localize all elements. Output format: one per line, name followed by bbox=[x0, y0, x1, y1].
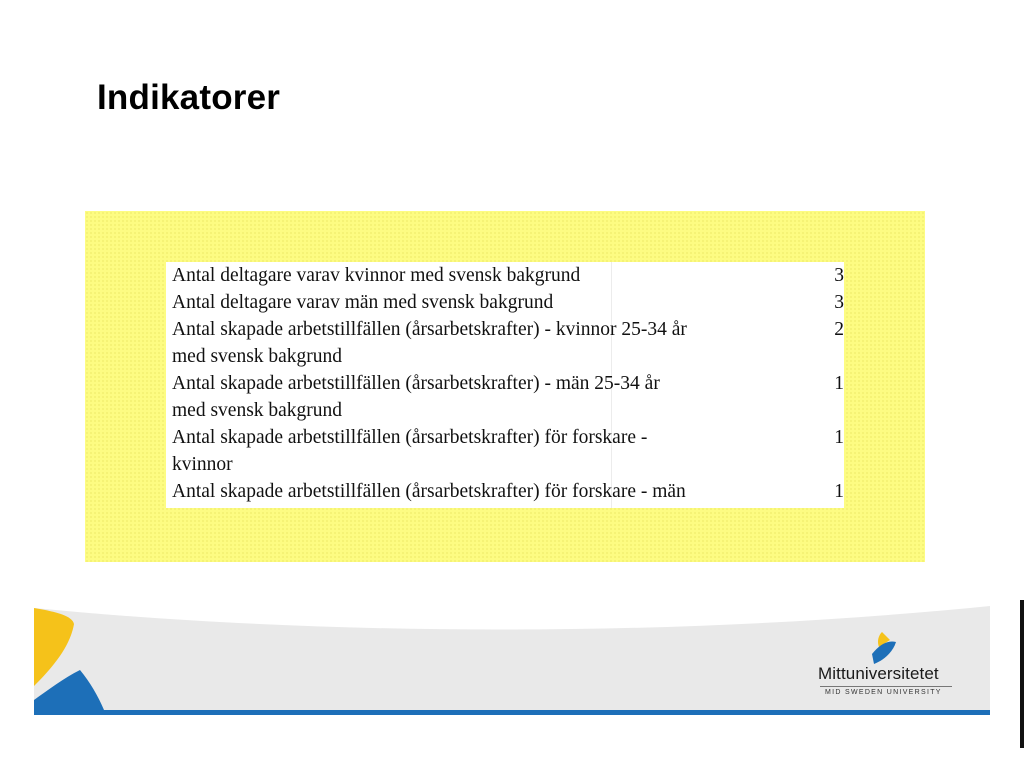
table-row bbox=[166, 316, 844, 370]
indicator-label-line: Antal skapade arbetstillfällen (årsarbetskrafter) för forskare - bbox=[172, 427, 648, 448]
indicator-label-line: kvinnor bbox=[172, 454, 233, 475]
indicator-label: Antal deltagare varav kvinnor med svensk bakgrund bbox=[172, 265, 581, 286]
indicator-label bbox=[172, 424, 814, 478]
table-row bbox=[166, 289, 844, 316]
footer-banner bbox=[0, 600, 1024, 768]
university-logo-name: Mittuniversitetet bbox=[818, 664, 939, 683]
indicator-value: 3 bbox=[834, 292, 844, 313]
table-row bbox=[166, 424, 844, 478]
footer-edge-line bbox=[1020, 600, 1024, 748]
indicator-label-line: Antal skapade arbetstillfällen (årsarbetskrafter) - kvinnor 25-34 år bbox=[172, 319, 687, 340]
indicator-label: Antal skapade arbetstillfällen (årsarbetskrafter) för forskare - män bbox=[172, 481, 686, 502]
table-row bbox=[166, 262, 844, 289]
footer-blue-line bbox=[34, 710, 990, 715]
university-logo-subtitle: MID SWEDEN UNIVERSITY bbox=[825, 689, 942, 696]
logo-divider bbox=[820, 686, 952, 687]
indicator-label bbox=[172, 370, 814, 424]
slide-title: Indikatorer bbox=[97, 78, 281, 117]
indicator-value: 1 bbox=[834, 427, 844, 448]
indicator-value: 2 bbox=[834, 319, 844, 340]
indicator-label-line: med svensk bakgrund bbox=[172, 346, 343, 367]
indicator-table bbox=[166, 262, 844, 508]
indicator-value: 1 bbox=[834, 481, 844, 502]
table-row bbox=[166, 478, 844, 505]
indicator-label: Antal deltagare varav män med svensk bakgrund bbox=[172, 292, 554, 313]
indicator-label bbox=[172, 316, 814, 370]
table-row bbox=[166, 370, 844, 424]
indicator-value: 3 bbox=[834, 265, 844, 286]
indicator-label-line: Antal skapade arbetstillfällen (årsarbetskrafter) - män 25-34 år bbox=[172, 373, 660, 394]
indicator-label-line: med svensk bakgrund bbox=[172, 400, 343, 421]
indicator-value: 1 bbox=[834, 373, 844, 394]
